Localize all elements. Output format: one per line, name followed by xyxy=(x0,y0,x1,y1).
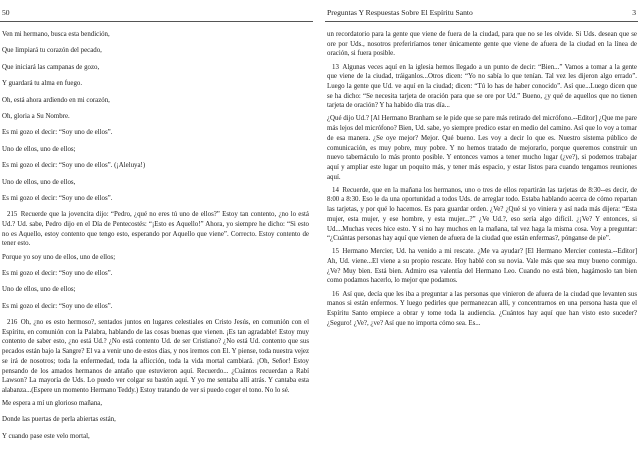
right-page xyxy=(325,0,638,451)
verse-line: Oh, gloria a Su Nombre. xyxy=(2,112,70,120)
paragraph xyxy=(327,290,637,329)
running-title: Preguntas Y Respuestas Sobre El Espíritu Santo xyxy=(327,8,473,17)
verse-line: Es mi gozo el decir: “Soy uno de ellos”. xyxy=(2,194,113,202)
verse-line: Uno de ellos, uno de ellos; xyxy=(2,286,76,294)
paragraph-number: 13 xyxy=(332,63,339,71)
verse-line: Es mi gozo el decir: “Soy uno de ellos”. (¡Aleluya!) xyxy=(2,162,146,170)
paragraph-text: ¿Qué dijo Ud.? [Al Hermano Branham se le pide que se pare más retirado del micrófono.--Editor] ¿Que me pare más lejos del micrófono? Bien, Ud. sabe, yo siempre predico estar en medio del camino. Así que lo voy a tomar de esa manera. ¿Se oye mejor? Mejor. Qué bueno. Les voy a decir lo que es. Nuestro sistema público de comunicación, es muy pobre, muy pobre. Y no hemos tratado de mejorarlo, porque queremos construir un nuevo tabernáculo lo más pronto posible. Y entonces vamos a tener mucho lugar (¿ve?), si podemos trabajar aquí y ampliar este lugar un poquito más, y tener más espacio, y estar listos para cuando tengamos reuniones aquí. xyxy=(327,115,637,181)
left-running-head xyxy=(0,8,313,22)
verse-line: Es mi gozo el decir: “Soy uno de ellos”. xyxy=(2,129,113,137)
paragraph xyxy=(327,186,637,244)
verse-line: Donde las puertas de perla abiertas están, xyxy=(2,416,116,424)
verse-line: Ven mi hermano, busca esta bendición, xyxy=(2,31,110,38)
paragraph-number: 215 xyxy=(7,211,18,219)
paragraph xyxy=(2,210,309,249)
right-page-number: 3 xyxy=(632,8,636,17)
verse-line: Que iniciará las campanas de gozo, xyxy=(2,63,100,71)
paragraph xyxy=(2,318,309,396)
paragraph-text: Hermano Mercier, Ud. ha venido a mi rescate. ¿Me va ayudar? [El Hermano Mercier contesta.--Editor] Ah, Ud. viene...El viene a su propio rescate. Hoy hablé con su novia. Vale más que sea muy bueno conmigo. ¿Ve? Muy bien. Está bien. Admiro esa valentía del Hermano Leo. Cuando no está bien, hagámoslo tan bien como podamos hacerlo, lo mejor que podamos. xyxy=(327,248,637,285)
left-page-number: 50 xyxy=(2,8,10,17)
verse-line: Me espera a mí un glorioso mañana, xyxy=(2,400,103,408)
paragraph-text: Algunas veces aquí en la iglesia hemos llegado a un punto de decir: “Bien...” Vamos a tomar a la gente que viene de la ciudad, tráiganlos...Otros dicen: “Yo no sabía lo que tenían. Tal vez les dijeron algo errado”. Luego la gente que Ud. ve aquí en la ciudad; dicen: “Tú lo has de haber conocido”. Así que...Luego dicen que se ha dicho: “Se necesita tarjeta de oración para que se ore por Ud.” Bueno, ¿y qué de aquellos que no tienen tarjeta de oración? Y ha habido día tras día... xyxy=(327,63,637,110)
paragraph-number: 16 xyxy=(332,290,339,298)
paragraph-text: Recuerde, que en la mañana los hermanos, uno o tres de ellos repartirán las tarjetas de 8:30--es decir, de 8:00 a 8:30. Eso le da una oportunidad a todos Uds. de arreglar todo. Estaba hablando acerca de cómo repartan las tarjetas, y por qué lo hacemos. Es para guardar orden. ¿Ve? ¿Qué si yo viniera y así nada más dijera: “Esta mujer, esta mujer, y ese hombre, y esta mujer...?” ¿Ve Ud.?, eso sería algo difícil. ¿¡Ve? Y entonces, si Ud....Muchas veces hice esto. Y si no hay muchos en la mañana, tal vez haga la misma cosa. Voy a preguntar: “¿Cuántas personas hay aquí que vienen de afuera de la ciudad que están enfermas?, pónganse de pie”. xyxy=(327,186,637,243)
verse-line: Que limpiará tu corazón del pecado, xyxy=(2,47,102,55)
left-page xyxy=(0,0,313,451)
left-page-body xyxy=(2,30,309,448)
right-page-body xyxy=(327,30,637,332)
paragraph-number: 216 xyxy=(7,319,18,327)
verse-line: Uno de ellos, uno de ellos; xyxy=(2,145,76,153)
paragraph-text: Oh, ¿no es esto hermoso?, sentados juntos en lugares celestiales en Cristo Jesús, en comunión con el Espíritu, en comunión con la Palabra, hablando de las cosas buenas que vienen. ¡Es tan agradable! Estoy muy contento de saber esto, ¿no está Ud.? ¿No está contento Ud. de ser Cristiano? ¿No está Ud. contento que sus pecados están bajo la Sangre? El va a venir uno de estos días, y nos iremos con El. Y piense, toda nuestra vejez se irá de nosotros; toda la enfermedad, toda la aflicción, toda la vida mortal cambiará. ¡Oh, Señor! Estoy pensando de los amados hermanos de antaño que estuvieron aquí. Recuerdo... ¿Cuántos recuerdan a Rabí Lawson? La mayoría de Uds. Lo puedo ver colgar su bastón aquí. Y yo me sentaba allí atrás. Y cantaba esta alabanza...(Espere un momento Hermano Teddy.) Estoy tratando de ver si puedo coger el tono. No lo sé. xyxy=(2,319,309,394)
verse-line: Y guardará tu alma en fuego. xyxy=(2,80,83,88)
verse-line: Es mi gozo el decir: “Soy uno de ellos”. xyxy=(2,302,113,310)
paragraph xyxy=(327,247,637,286)
paragraph-text: Recuerde que la jovencita dijo: “Pedro, ¿qué no eres tú uno de ellos?” Estoy tan contento, ¿no lo está Ud.? Ud. sabe, Pedro dijo en el Día de Pentecostés: “¡Esto es Aquello!” Ahora, yo siempre he dicho: “Si esto no es Aquello, estoy contento que tengo esto, esperando por Aquello que viene”. Correcto. Estoy contento de tener esto. xyxy=(2,211,309,248)
paragraph xyxy=(327,114,637,182)
paragraph xyxy=(327,63,637,112)
paragraph-number: 14 xyxy=(332,186,339,194)
verse-line: Es mi gozo el decir: “Soy uno de ellos”. xyxy=(2,269,113,277)
verse-line: Uno de ellos, uno de ellos, xyxy=(2,178,76,186)
right-running-head xyxy=(325,8,638,22)
paragraph xyxy=(327,30,637,59)
paragraph-text: Así que, decía que les iba a preguntar a las personas que vinieron de afuera de la ciudad que levanten sus manos si están enfermos. Y luego pedirles que permanezcan allí, y concentrarnos en una persona hasta que el Espíritu Santo empiece a obrar y tome toda la audiencia. ¿Cuántos hay aquí que han visto esto suceder? ¿Seguro! ¿Ve?, ¿ve? Así que no importa cómo sea. Es... xyxy=(327,290,637,327)
verse-line: Oh, está ahora ardiendo en mi corazón, xyxy=(2,96,110,104)
paragraph-number: 15 xyxy=(332,248,339,256)
verse-line: Y cuando pase este velo mortal, xyxy=(2,432,90,440)
verse-line: Porque yo soy uno de ellos, uno de ellos; xyxy=(2,253,116,261)
paragraph-text: un recordatorio para la gente que viene de fuera de la ciudad, para que no se les olvide. Si Uds. desean que se ore por Uds., nosotros preferiríamos tener únicamente gente que viene de afuera de la ciudad en la línea de oración, si fuera posible. xyxy=(327,31,637,58)
